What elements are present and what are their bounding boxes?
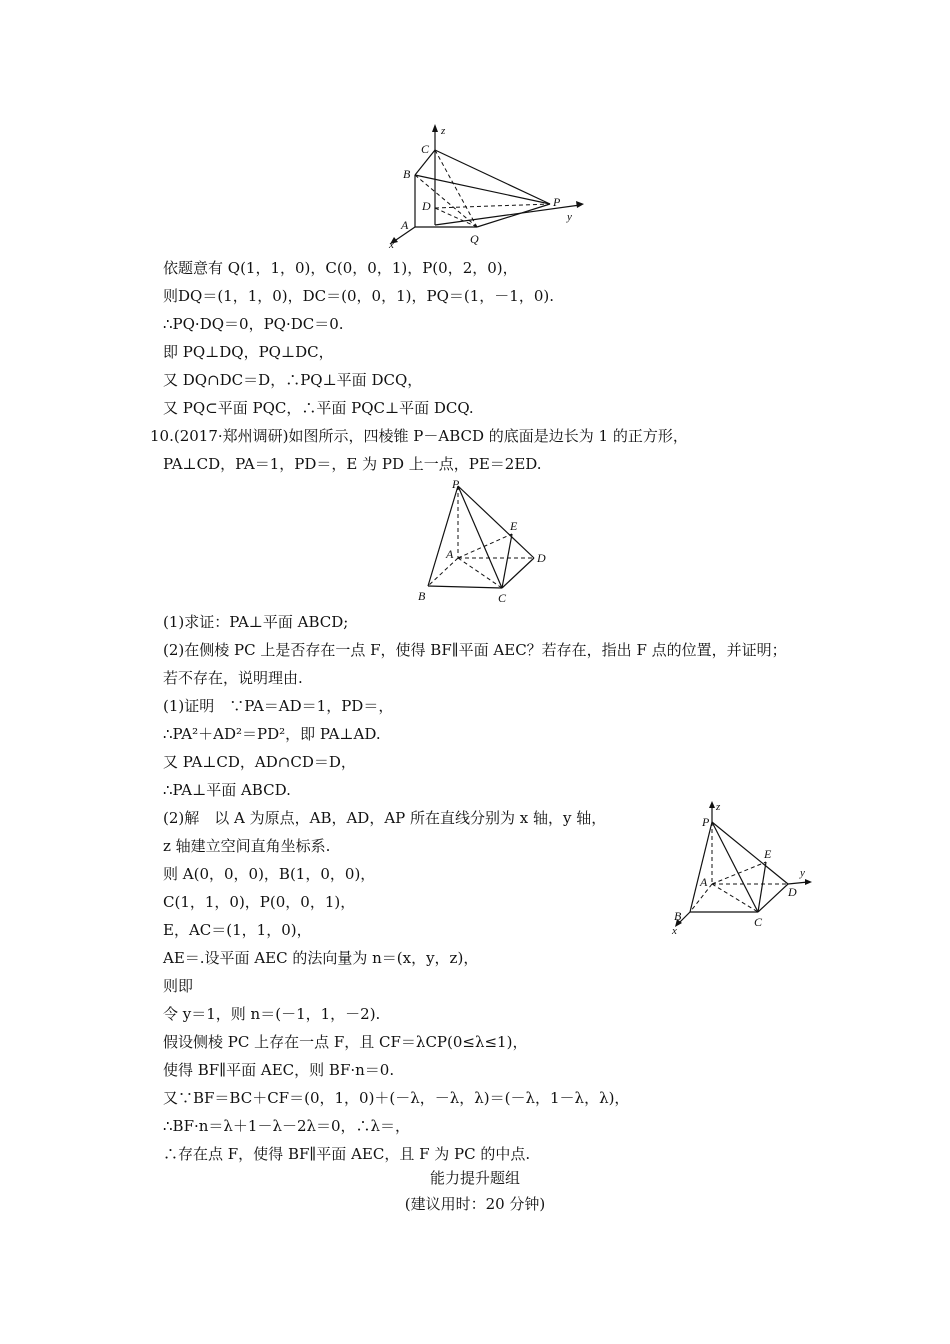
section-title: 能力提升题组 <box>429 1169 520 1187</box>
p9-line-5: 又 DQ∩DC＝D，∴PQ⊥平面 DCQ， <box>163 371 423 389</box>
label-z: z <box>716 801 721 813</box>
sol2-line-5: E，AC＝(1，1，0)， <box>163 921 312 939</box>
p9-line-1: 依题意有 Q(1，1，0)，C(0，0，1)，P(0，2，0)， <box>163 259 518 277</box>
label-E: E <box>510 519 518 533</box>
sol2-line-7: 则即 <box>163 977 194 995</box>
label-A: A <box>401 218 409 232</box>
figure-pyramid <box>410 478 560 608</box>
sol2-line-9: 假设侧棱 PC 上存在一点 F，且 CF＝λCP(0≤λ≤1)， <box>163 1033 528 1051</box>
p9-line-2: 则DQ＝(1，1，0)，DC＝(0，0，1)，PQ＝(1，－1，0). <box>163 287 554 305</box>
proof1-line-2: ∴PA²＋AD²＝PD²，即 PA⊥AD. <box>163 725 381 743</box>
question-2-cont: 若不存在，说明理由. <box>163 669 303 687</box>
p9-line-3: ∴PQ·DQ＝0，PQ·DC＝0. <box>163 315 344 333</box>
sol2-line-10: 使得 BF∥平面 AEC，则 BF·n＝0. <box>163 1061 395 1079</box>
label-D: D <box>537 551 546 565</box>
figure-coordinate-tetrahedron <box>385 120 595 250</box>
sol2-line-3: 则 A(0，0，0)，B(1，0，0)， <box>163 865 376 883</box>
label-A: A <box>446 547 454 561</box>
label-D: D <box>422 199 431 213</box>
sol2-line-2: z 轴建立空间直角坐标系. <box>163 837 331 855</box>
label-P: P <box>553 195 561 209</box>
label-B: B <box>418 589 426 603</box>
proof1-line-3: 又 PA⊥CD，AD∩CD＝D， <box>163 753 356 771</box>
p9-line-4: 即 PQ⊥DQ，PQ⊥DC， <box>163 343 334 361</box>
sol2-line-4: C(1，1，0)，P(0，0，1)， <box>163 893 356 911</box>
problem10-line-2: PA⊥CD，PA＝1，PD＝，E 为 PD 上一点，PE＝2ED. <box>163 455 542 473</box>
label-x: x <box>672 925 677 937</box>
sol2-line-13: ∴存在点 F，使得 BF∥平面 AEC，且 F 为 PC 的中点. <box>163 1145 531 1163</box>
label-x: x <box>389 239 394 250</box>
problem10-line-1: 10.(2017·郑州调研)如图所示，四棱锥 P－ABCD 的底面是边长为 1 的正方形， <box>150 427 688 445</box>
sol2-line-6: AE＝.设平面 AEC 的法向量为 n＝(x，y，z)， <box>163 949 479 967</box>
label-z: z <box>441 125 446 137</box>
question-2: (2)在侧棱 PC 上是否存在一点 F，使得 BF∥平面 AEC？若存在，指出 F 点的位置，并证明； <box>163 641 787 659</box>
section-subtitle: (建议用时：20 分钟) <box>404 1195 546 1213</box>
label-C: C <box>421 142 430 156</box>
label-Q: Q <box>470 232 479 246</box>
label-y: y <box>567 211 572 223</box>
label-y: y <box>800 867 805 879</box>
proof1-line-1: (1)证明 ∵PA＝AD＝1，PD＝， <box>163 697 394 715</box>
question-1: (1)求证：PA⊥平面 ABCD; <box>163 613 349 631</box>
sol2-line-1: (2)解 以 A 为原点，AB，AD，AP 所在直线分别为 x 轴，y 轴， <box>163 809 607 827</box>
label-A: A <box>700 875 708 889</box>
label-C: C <box>754 915 763 929</box>
label-E: E <box>764 847 772 861</box>
figure-pyramid-axes <box>660 800 820 940</box>
sol2-line-11: 又∵BF＝BC＋CF＝(0，1，0)＋(－λ，－λ，λ)＝(－λ，1－λ，λ)， <box>163 1089 630 1107</box>
label-B: B <box>403 167 411 181</box>
label-P: P <box>452 478 460 491</box>
proof1-line-4: ∴PA⊥平面 ABCD. <box>163 781 291 799</box>
sol2-line-12: ∴BF·n＝λ＋1－λ－2λ＝0，∴λ＝， <box>163 1117 411 1135</box>
label-P: P <box>702 815 710 829</box>
label-B: B <box>674 909 682 923</box>
label-D: D <box>788 885 797 899</box>
sol2-line-8: 令 y＝1，则 n＝(－1，1，－2). <box>163 1005 381 1023</box>
label-C: C <box>498 591 507 605</box>
p9-line-6: 又 PQ⊂平面 PQC，∴平面 PQC⊥平面 DCQ. <box>163 399 474 417</box>
